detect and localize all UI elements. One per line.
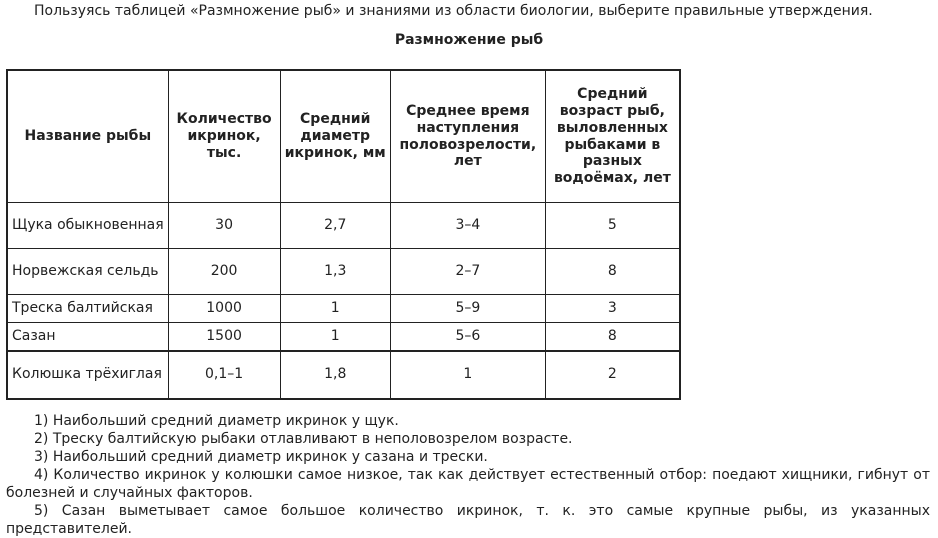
cell-catch-age: 5	[545, 203, 680, 249]
cell-egg-diameter: 1,3	[280, 249, 390, 295]
header-fish-name: Название рыбы	[7, 70, 168, 203]
cell-fish-name: Щука обыкновенная	[7, 203, 168, 249]
table-row	[7, 351, 680, 399]
table-header-row	[7, 70, 680, 203]
cell-egg-count: 30	[168, 203, 280, 249]
statement-5: 5) Сазан выметывает самое большое количество икринок, т. к. это самые крупные рыбы, из указанных представителей.	[6, 503, 930, 537]
cell-egg-count: 1500	[168, 323, 280, 352]
statement-4: 4) Количество икринок у колюшки самое низкое, так как действует естественный отбор: поедают хищники, гибнут от болезней и случайных факторов.	[6, 467, 930, 501]
cell-fish-name: Сазан	[7, 323, 168, 352]
task-instruction: Пользуясь таблицей «Размножение рыб» и знаниями из области биологии, выберите правильные утверждения.	[34, 3, 873, 19]
cell-maturity-time: 5–6	[390, 323, 545, 352]
cell-maturity-time: 2–7	[390, 249, 545, 295]
fish-reproduction-table	[6, 69, 681, 400]
table-row	[7, 249, 680, 295]
header-egg-diameter: Средний диаметр икринок, мм	[280, 70, 390, 203]
cell-egg-diameter: 2,7	[280, 203, 390, 249]
header-maturity-time: Среднее время наступления половозрелости, лет	[390, 70, 545, 203]
header-catch-age: Средний возраст рыб, выловленных рыбаками в разных водоёмах, лет	[545, 70, 680, 203]
cell-egg-count: 200	[168, 249, 280, 295]
cell-fish-name: Треска балтийская	[7, 295, 168, 323]
statement-2: 2) Треску балтийскую рыбаки отлавливают в неполовозрелом возрасте.	[34, 431, 573, 447]
cell-maturity-time: 5–9	[390, 295, 545, 323]
cell-catch-age: 8	[545, 249, 680, 295]
cell-egg-count: 1000	[168, 295, 280, 323]
cell-maturity-time: 3–4	[390, 203, 545, 249]
table-title: Размножение рыб	[394, 32, 544, 48]
cell-egg-diameter: 1	[280, 323, 390, 352]
statements-list	[6, 412, 930, 538]
cell-catch-age: 3	[545, 295, 680, 323]
statement-1: 1) Наибольший средний диаметр икринок у щук.	[34, 413, 399, 429]
cell-catch-age: 8	[545, 323, 680, 352]
table-row	[7, 295, 680, 323]
header-egg-count: Количество икринок, тыс.	[168, 70, 280, 203]
cell-fish-name: Норвежская сельдь	[7, 249, 168, 295]
cell-catch-age: 2	[545, 351, 680, 399]
cell-egg-diameter: 1	[280, 295, 390, 323]
cell-egg-count: 0,1–1	[168, 351, 280, 399]
table-row	[7, 323, 680, 352]
statement-3: 3) Наибольший средний диаметр икринок у сазана и трески.	[34, 449, 488, 465]
cell-egg-diameter: 1,8	[280, 351, 390, 399]
cell-maturity-time: 1	[390, 351, 545, 399]
cell-fish-name: Колюшка трёхиглая	[7, 351, 168, 399]
table-row	[7, 203, 680, 249]
